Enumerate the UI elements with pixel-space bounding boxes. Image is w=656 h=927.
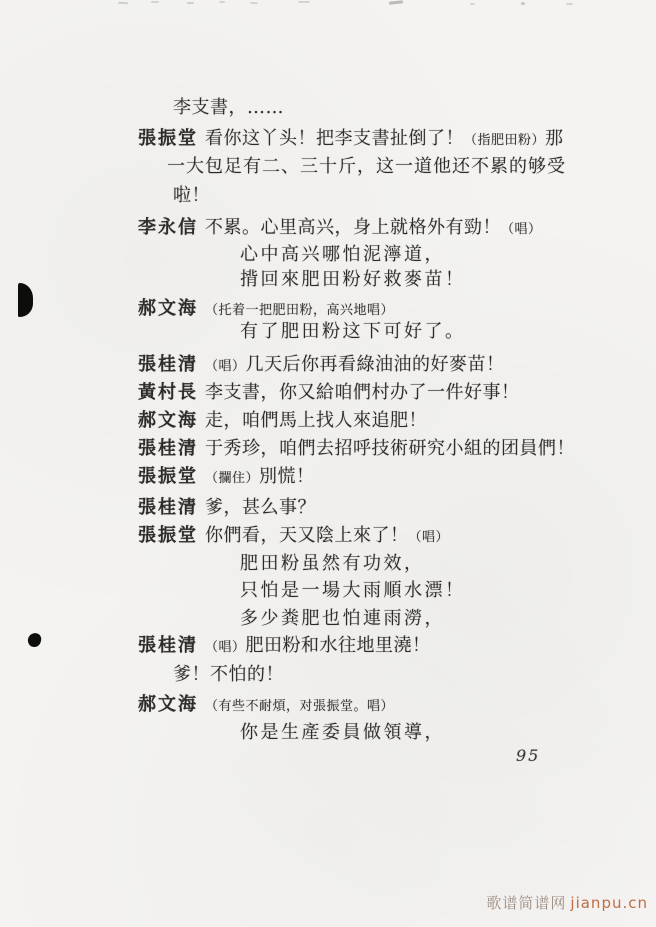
speaker-name: 張振堂 [138,128,198,149]
stage-direction: （唱） [205,640,246,655]
lyric-text: 心中高兴哪怕泥濘道， [240,244,445,265]
dialogue-text: 李支書，你又給咱們村办了一件好事！ [205,382,520,403]
script-line [240,576,466,602]
edge-mark-icon [566,3,573,6]
script-line [138,124,564,150]
speaker-name: 張桂清 [138,354,198,375]
speaker-name: 張桂清 [138,497,198,518]
dialogue-line [173,660,284,686]
script-line [138,378,520,404]
dialogue-text: 不累。心里高兴，身上就格外有勁！ [205,217,501,238]
ink-blot-icon [18,283,33,317]
dialogue-line [205,462,315,488]
dialogue-line [205,298,394,319]
speaker-name: 郝文海 [138,298,198,319]
lyric-text: 有了肥田粉这下可好了。 [240,321,466,342]
dialogue-text: 李支書，…… [173,97,284,118]
script-line [138,493,316,519]
watermark [486,892,648,913]
lyric-text: 多少粪肥也怕連雨澇， [240,608,445,629]
lyric-line [240,240,445,266]
watermark-site-url: jianpu.cn [570,894,648,912]
script-line [240,549,425,575]
script-line [138,462,315,488]
dialogue-text: 啦！ [173,185,210,206]
speaker-name: 張振堂 [138,525,198,546]
dialogue-line [205,406,427,432]
lyric-text: 肥田粉虽然有功效， [240,553,425,574]
dialogue-text: 爹！不怕的！ [173,664,284,685]
stage-direction: （有些不耐煩，对張振堂。唱） [205,699,395,714]
edge-mark-icon [118,2,128,5]
speaker-name: 郝文海 [138,410,198,431]
lyric-line [240,549,425,575]
script-line [138,434,575,460]
dialogue-line [167,152,566,178]
speaker-name: 李永信 [138,217,198,238]
lyric-line [240,718,445,744]
dialogue-line [205,378,520,404]
dialogue-text: 走，咱們馬上找人來追肥！ [205,410,427,431]
script-line [138,406,427,432]
dialogue-text: 爹，甚么事？ [205,497,316,518]
speaker-name: 張桂清 [138,438,198,459]
dialogue-text: 你們看，天又陰上來了！ [205,525,409,546]
watermark-site-name: 歌谱简谱网 [486,894,567,912]
page-number: 95 [516,746,541,765]
dialogue-line [173,181,210,207]
dialogue-text: 一大包足有二、三十斤，这一道他还不累的够受 [167,156,566,177]
dialogue-text: 別慌！ [259,466,315,487]
script-line [173,93,284,119]
ink-dot-icon [27,632,43,648]
edge-mark-icon [151,1,159,3]
script-line [138,213,542,239]
script-line [240,240,445,266]
dialogue-line [205,631,431,657]
stage-direction: （指肥田粉） [464,133,546,148]
script-line [173,181,210,207]
dialogue-line [205,213,542,239]
speaker-name: 黃村長 [138,382,198,403]
lyric-text: 只怕是一場大雨順水漂！ [240,580,466,601]
script-line [138,690,394,716]
dialogue-line [205,350,505,376]
dialogue-line [205,124,564,150]
dialogue-line [205,493,316,519]
dialogue-text: 几天后你再看綠油油的好麥苗！ [245,354,505,375]
edge-mark-icon [250,2,258,5]
dialogue-line [205,434,575,460]
speaker-name: 郝文海 [138,694,198,715]
edge-mark-icon [298,1,310,3]
stage-direction: （攔住） [205,471,260,486]
edge-mark-icon [187,2,194,4]
lyric-line [240,317,466,343]
edge-mark-icon [470,3,475,5]
lyric-line [240,576,466,602]
dialogue-line [173,93,284,119]
stage-direction: （唱） [205,359,246,374]
stage-direction: （唱） [501,222,542,237]
lyric-line [240,265,466,291]
speaker-name: 張振堂 [138,466,198,487]
dialogue-text: 看你这丫头！把李支書扯倒了！ [205,128,464,149]
dialogue-text: 于秀珍，咱們去招呼技術研究小組的团員們！ [205,438,575,459]
lyric-text: 你是生產委員做領導， [240,722,445,743]
script-line [240,718,445,744]
script-line [240,317,466,343]
script-line [138,350,505,376]
script-line [167,152,566,178]
script-line [138,631,431,657]
lyric-text: 揹回來肥田粉好救麥苗！ [240,269,466,290]
dialogue-line [205,694,394,715]
stage-direction: （唱） [408,530,450,545]
edge-mark-icon [389,0,403,4]
stage-direction: （托着一把肥田粉，高兴地唱） [205,303,395,318]
edge-mark-icon [521,2,525,5]
lyric-line [240,604,445,630]
script-line [240,265,466,291]
dialogue-line [205,521,449,547]
script-line [173,660,284,686]
dialogue-text: 那 [545,128,564,149]
script-line [240,604,445,630]
dialogue-text: 肥田粉和水往地里澆！ [245,635,431,656]
edge-mark-icon [219,1,225,3]
script-line [138,521,449,547]
speaker-name: 張桂清 [138,635,198,656]
